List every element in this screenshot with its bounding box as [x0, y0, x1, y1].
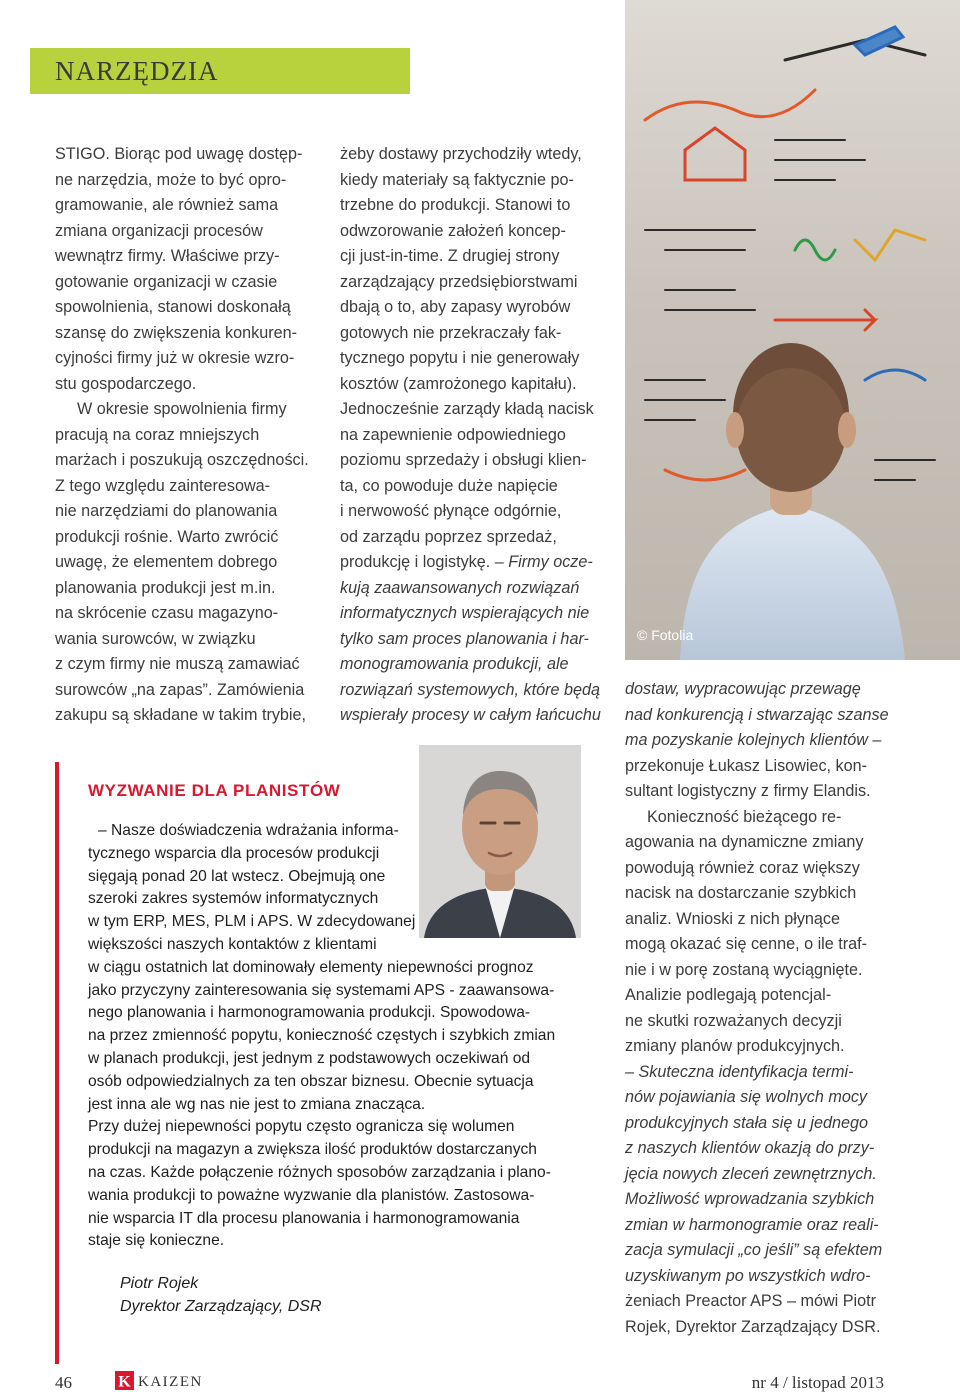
- text-line: z czym firmy nie muszą zamawiać: [55, 655, 300, 673]
- text-line: gramowanie, ale również sama: [55, 196, 279, 214]
- text-line: jęcia nowych zleceń zewnętrznych.: [625, 1164, 877, 1183]
- text-line: zmiany planów produkcyjnych.: [625, 1037, 845, 1055]
- text-line: stu gospodarczego.: [55, 374, 197, 393]
- text-line: staje się konieczne.: [88, 1232, 225, 1250]
- text-line: szeroki zakres systemów informatycznych: [88, 890, 379, 908]
- text-line: uwagę, że elementem dobrego: [55, 553, 278, 571]
- text-line: jest inna ale wg nas nie jest to zmiana znacząca.: [88, 1095, 426, 1113]
- text-line: od zarządu poprzez sprzedaż,: [340, 527, 557, 546]
- text-line: produkcji na magazyn a zwiększa ilość produktów dostarczanych: [88, 1141, 537, 1159]
- text-line: w tym ERP, MES, PLM i APS. W zdecydowanej: [88, 913, 416, 931]
- text-line: wewnątrz firmy. Właściwe przy-: [55, 247, 280, 265]
- magazine-name: KAIZEN: [138, 1374, 203, 1390]
- text-line: agowania na dynamiczne zmiany: [625, 833, 864, 851]
- text-line: nacisk na dostarczanie szybkich: [625, 884, 857, 902]
- text-line: zakupu są składane w takim trybie,: [55, 706, 307, 724]
- text-line: planowania produkcji jest m.in.: [55, 578, 276, 597]
- text-line: nie i w porę zostaną wyciągnięte.: [625, 960, 863, 979]
- text-line: trzebne do produkcji. Stanowi to: [340, 196, 571, 214]
- text-line: nów pojawiania się wolnych mocy: [625, 1088, 868, 1106]
- text-line: zmiana organizacji procesów: [55, 221, 263, 240]
- text-line: dostaw, wypracowując przewagę: [625, 680, 861, 698]
- signature-name: Piotr Rojek: [120, 1275, 199, 1292]
- text-line: ta, co powoduje duże napięcie: [340, 476, 558, 495]
- text-line: zmian w harmonogramie oraz reali-: [625, 1215, 879, 1234]
- text-line: odwzorowanie założeń koncep-: [340, 221, 566, 240]
- signature-role: Dyrektor Zarządzający, DSR: [120, 1298, 322, 1315]
- text-line: produkcji rośnie. Warto zwrócić: [55, 527, 279, 546]
- text-line: Przy dużej niepewności popytu często ogranicza się wolumen: [88, 1118, 515, 1136]
- text-line: ma pozyskanie kolejnych klientów –: [625, 731, 882, 749]
- text-fragment: produkcję i logistykę.: [340, 553, 491, 571]
- logo-letter-graphic: [115, 1371, 134, 1390]
- text-line: zacja symulacji „co jeśli” są efektem: [625, 1241, 883, 1259]
- text-line: W okresie spowolnienia firmy: [77, 400, 287, 418]
- text-line: ne narzędzia, może to być opro-: [55, 170, 287, 189]
- text-line: z naszych klientów okazją do przy-: [625, 1139, 875, 1157]
- text-line: produkcję i logistykę. – Firmy ocze-: [340, 553, 593, 571]
- text-line: analiz. Wnioski z nich płynące: [625, 909, 841, 928]
- text-line: tycznego wsparcia dla procesów produkcji: [88, 844, 380, 862]
- text-line: przekonuje Łukasz Lisowiec, kon-: [625, 756, 868, 775]
- text-line: kują zaawansowanych rozwiązań: [340, 578, 580, 597]
- text-line: kiedy materiały są faktycznie po-: [340, 170, 574, 189]
- photo-credit: © Fotolia: [637, 627, 694, 643]
- text-line: informatycznych wspierających nie: [340, 604, 590, 622]
- text-line: na przez zmienność popytu, konieczność częstych i szybkich zmian: [88, 1027, 556, 1045]
- text-line: zarządzający przedsiębiorstwami: [340, 272, 578, 291]
- article-column-1: [55, 142, 309, 729]
- text-line: większości naszych kontaktów z klientami: [88, 935, 377, 953]
- text-line: jako przyczyny zainteresowania się systemami APS - zaawansowa-: [88, 981, 555, 999]
- text-line: STIGO. Biorąc pod uwagę dostęp-: [55, 145, 303, 163]
- quote-fragment: Firmy ocze-: [508, 553, 593, 571]
- text-line: osób odpowiedzialnych za ten obszar biznesu. Obecnie sytuacja: [88, 1072, 534, 1090]
- text-line: Rojek, Dyrektor Zarządzający DSR.: [625, 1317, 881, 1336]
- text-line: cji just-in-time. Z drugiej strony: [340, 247, 560, 265]
- hero-photo: [625, 0, 960, 660]
- hero-illustration: [625, 0, 960, 660]
- text-line: w ciągu ostatnich lat dominowały elementy niepewności prognoz: [88, 958, 534, 976]
- sidebar-box-text: [88, 820, 555, 1253]
- kaizen-k-logo-icon: [115, 1371, 134, 1390]
- issue-info: nr 4 / listopad 2013: [751, 1373, 884, 1392]
- text-line: marżach i poszukują oszczędności.: [55, 451, 309, 469]
- section-title: NARZĘDZIA: [55, 56, 219, 86]
- sidebar-box-title: WYZWANIE DLA PLANISTÓW: [88, 781, 341, 800]
- text-line: tylko sam proces planowania i har-: [340, 629, 589, 648]
- text-line: Konieczność bieżącego re-: [647, 807, 842, 826]
- text-line: nie wsparcia IT dla procesu planowania i harmonogramowania: [88, 1209, 520, 1227]
- text-line: nego planowania i harmonogramowania produkcji. Spowodowa-: [88, 1004, 531, 1022]
- text-line: – Nasze doświadczenia wdrażania informa-: [98, 822, 399, 839]
- text-line: wania produkcji to poważne wyzwanie dla planistów. Zastosowa-: [88, 1186, 535, 1204]
- text-line: spowolnienia, stanowi doskonałą: [55, 298, 291, 316]
- text-line: powodują również coraz większy: [625, 858, 860, 877]
- text-line: gotowych nie przekraczały fak-: [340, 323, 562, 342]
- text-line: na zapewnienie odpowiedniego: [340, 425, 566, 444]
- text-line: na skrócenie czasu magazyno-: [55, 604, 279, 622]
- text-line: mogą okazać się cenne, o ile traf-: [625, 935, 868, 953]
- text-line: tycznego popytu i nie generowały: [340, 349, 580, 367]
- text-line: dbają o to, aby zapasy wyrobów: [340, 298, 571, 316]
- text-line: Możliwość wprowadzania szybkich: [625, 1190, 875, 1208]
- text-line: na czas. Każde połączenie różnych sposobów zarządzania i plano-: [88, 1163, 551, 1181]
- text-line: nad konkurencją i stwarzając szanse: [625, 705, 889, 724]
- sidebar-box-border: [55, 762, 59, 1364]
- text-line: surowców „na zapas”. Zamówienia: [55, 680, 305, 699]
- text-line: nie narzędziami do planowania: [55, 502, 278, 520]
- text-line: kosztów (zamrożonego kapitału).: [340, 374, 577, 393]
- text-line: monogramowania produkcji, ale: [340, 655, 569, 673]
- text-line: żeby dostawy przychodziły wtedy,: [340, 145, 582, 163]
- text-line: – Skuteczna identyfikacja termi-: [625, 1062, 854, 1081]
- text-line: Z tego względu zainteresowa-: [55, 476, 271, 495]
- text-line: szansę do zwiększenia konkuren-: [55, 323, 298, 342]
- text-line: i nerwowość płynące odgórnie,: [340, 502, 562, 520]
- page-number: 46: [55, 1373, 72, 1392]
- text-line: sultant logistyczny z firmy Elandis.: [625, 782, 871, 800]
- text-line: produkcyjnych stała się u jednego: [625, 1113, 868, 1132]
- text-line: uzyskiwanym po wszystkich wdro-: [625, 1266, 871, 1285]
- text-line: pracują na coraz mniejszych: [55, 425, 260, 444]
- text-line: rozwiązań systemowych, które będą: [340, 680, 601, 699]
- text-line: wania surowców, w związku: [55, 629, 256, 648]
- text-line: poziomu sprzedaży i obsługi klien-: [340, 451, 587, 469]
- logo-letter: K: [118, 1373, 131, 1390]
- article-column-3: [625, 677, 889, 1340]
- text-line: Analizie podlegają potencjal-: [625, 986, 832, 1004]
- text-line: wspierały procesy w całym łańcuchu: [340, 706, 601, 724]
- text-line: Jednocześnie zarządy kładą nacisk: [340, 400, 594, 418]
- text-line: w planach produkcji, jest jednym z podstawowych oczekiwań od: [88, 1049, 531, 1067]
- text-line: gotowanie organizacji w czasie: [55, 272, 278, 291]
- text-line: cyjności firmy już w okresie wzro-: [55, 349, 295, 367]
- text-line: ne skutki rozważanych decyzji: [625, 1011, 842, 1030]
- article-column-2: [340, 142, 601, 729]
- text-line: sięgają ponad 20 lat wstecz. Obejmują one: [88, 867, 386, 885]
- text-line: żeniach Preactor APS – mówi Piotr: [625, 1292, 877, 1310]
